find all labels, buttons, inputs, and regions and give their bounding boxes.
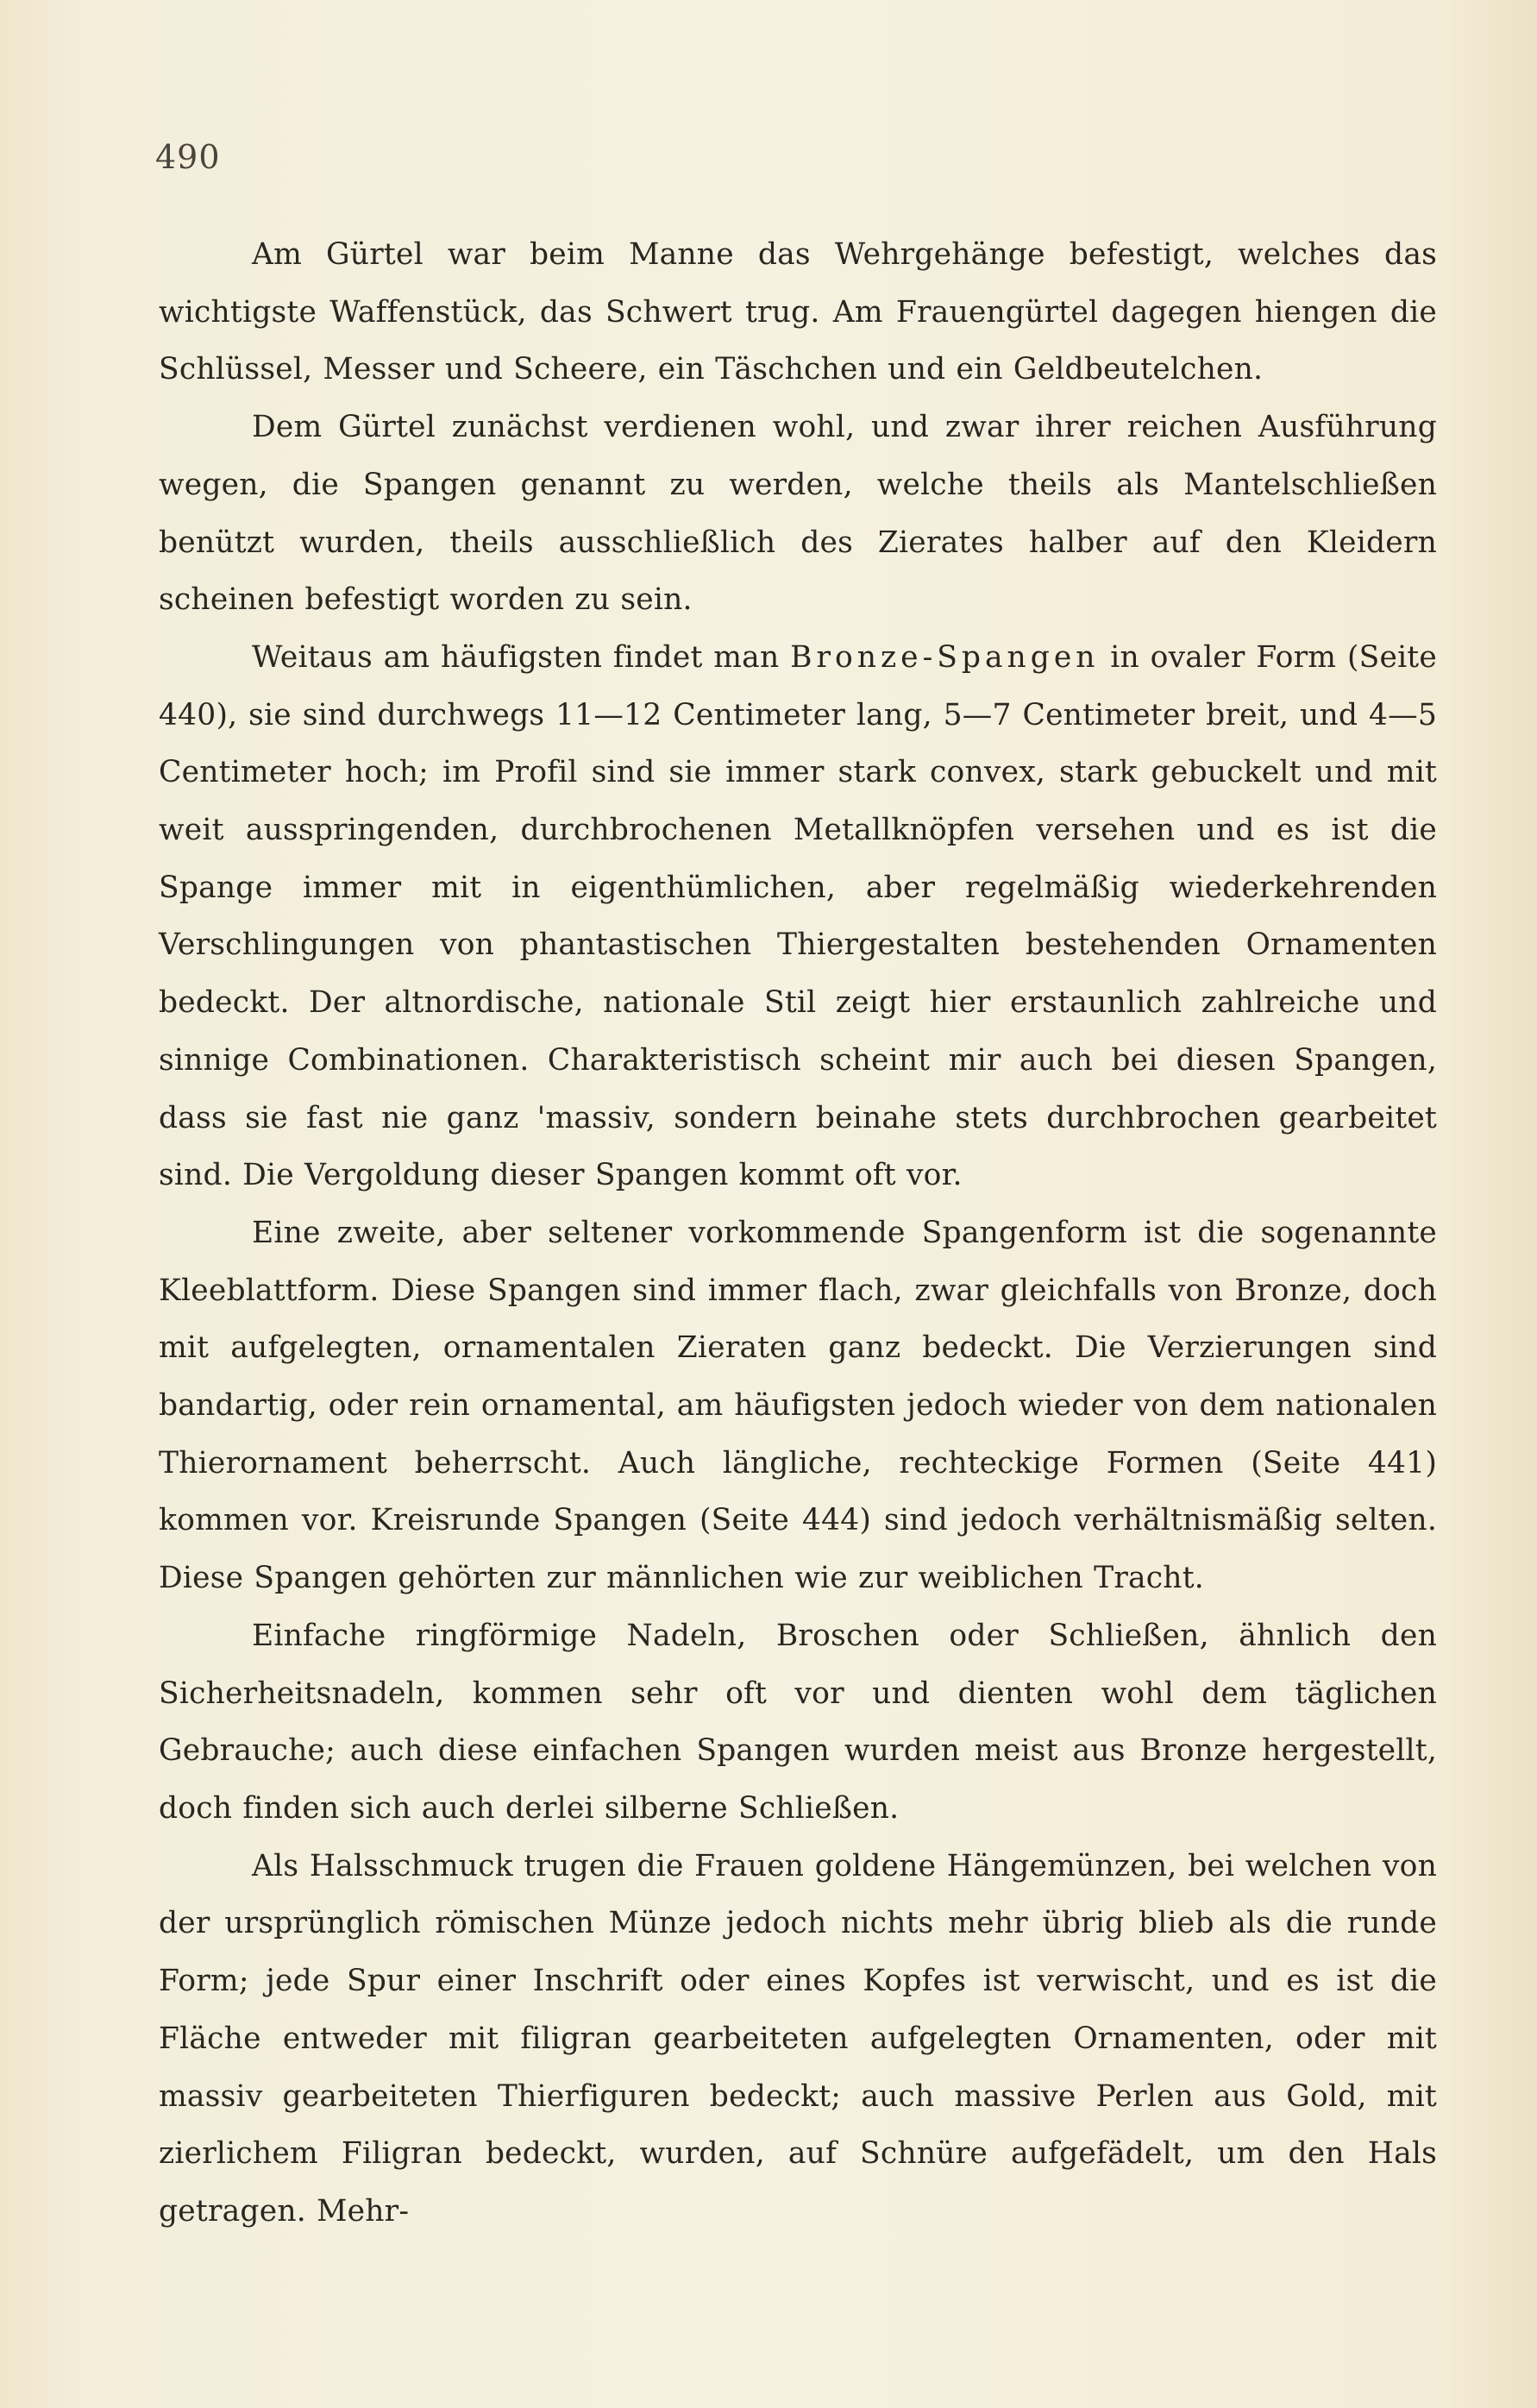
paragraph: Am Gürtel war beim Manne das Wehrgehänge befestigt, welches das wichtigste Waffenstück, das Schwert trug. Am Frauengürtel dagegen hiengen die Schlüssel, Messer und Scheere, ein Täschchen und ein Geldbeutelchen. <box>159 237 1437 387</box>
paragraph: Als Halsschmuck trugen die Frauen goldene Hängemünzen, bei welchen von der ursprünglich römischen Münze jedoch nichts mehr übrig blieb als die runde Form; jede Spur einer Inschrift oder eines Kopfes ist verwischt, und es ist die Fläche entweder mit filigran gearbeiteten aufgelegten Ornamenten, oder mit massiv gearbeiteten Thierfiguren bedeckt; auch massive Perlen aus Gold, mit zierlichem Filigran bedeckt, wurden, auf Schnüre aufgefädelt, um den Hals getragen. Mehr- <box>159 1848 1437 2229</box>
body-text <box>159 226 1437 2241</box>
paragraph: Dem Gürtel zunächst verdienen wohl, und zwar ihrer reichen Ausführung wegen, die Spangen genannt zu werden, welche theils als Mantelschließen benützt wurden, theils ausschließlich des Zierates halber auf den Kleidern scheinen befestigt worden zu sein. <box>159 410 1437 618</box>
paragraph <box>159 629 1437 1204</box>
paragraph: Einfache ringförmige Nadeln, Broschen oder Schließen, ähnlich den Sicherheitsnadeln, kommen sehr oft vor und dienten wohl dem täglichen Gebrauche; auch diese einfachen Spangen wurden meist aus Bronze hergestellt, doch finden sich auch derlei silberne Schließen. <box>159 1618 1437 1826</box>
page-number: 490 <box>155 138 221 176</box>
paragraph-text: in ovaler Form (Seite 440), sie sind durchwegs 11—12 Centimeter lang, 5—7 Centimeter breit, und 4—5 Centimeter hoch; im Profil sind sie immer stark convex, stark gebuckelt und mit weit ausspringenden, durchbrochenen Metallknöpfen versehen und es ist die Spange immer mit in eigenthümlichen, aber regelmäßig wiederkehrenden Verschlingungen von phantastischen Thiergestalten bestehenden Ornamenten bedeckt. Der altnordische, nationale Stil zeigt hier erstaunlich zahlreiche und sinnige Combinationen. Charakteristisch scheint mir auch bei diesen Spangen, dass sie fast nie ganz 'massiv, sondern beinahe stets durchbrochen gearbeitet sind. Die Vergoldung dieser Spangen kommt oft vor. <box>159 639 1437 1193</box>
spaced-term: Bronze-Spangen <box>790 639 1100 675</box>
paragraph: Eine zweite, aber seltener vorkommende Spangenform ist die sogenannte Kleeblattform. Diese Spangen sind immer flach, zwar gleichfalls von Bronze, doch mit aufgelegten, ornamentalen Zieraten ganz bedeckt. Die Verzierungen sind bandartig, oder rein ornamental, am häufigsten jedoch wieder von dem nationalen Thierornament beherrscht. Auch längliche, rechteckige Formen (Seite 441) kommen vor. Kreisrunde Spangen (Seite 444) sind jedoch verhältnismäßig selten. Diese Spangen gehörten zur männlichen wie zur weiblichen Tracht. <box>159 1215 1437 1596</box>
paragraph-text: Weitaus am häufigsten findet man <box>252 639 791 675</box>
